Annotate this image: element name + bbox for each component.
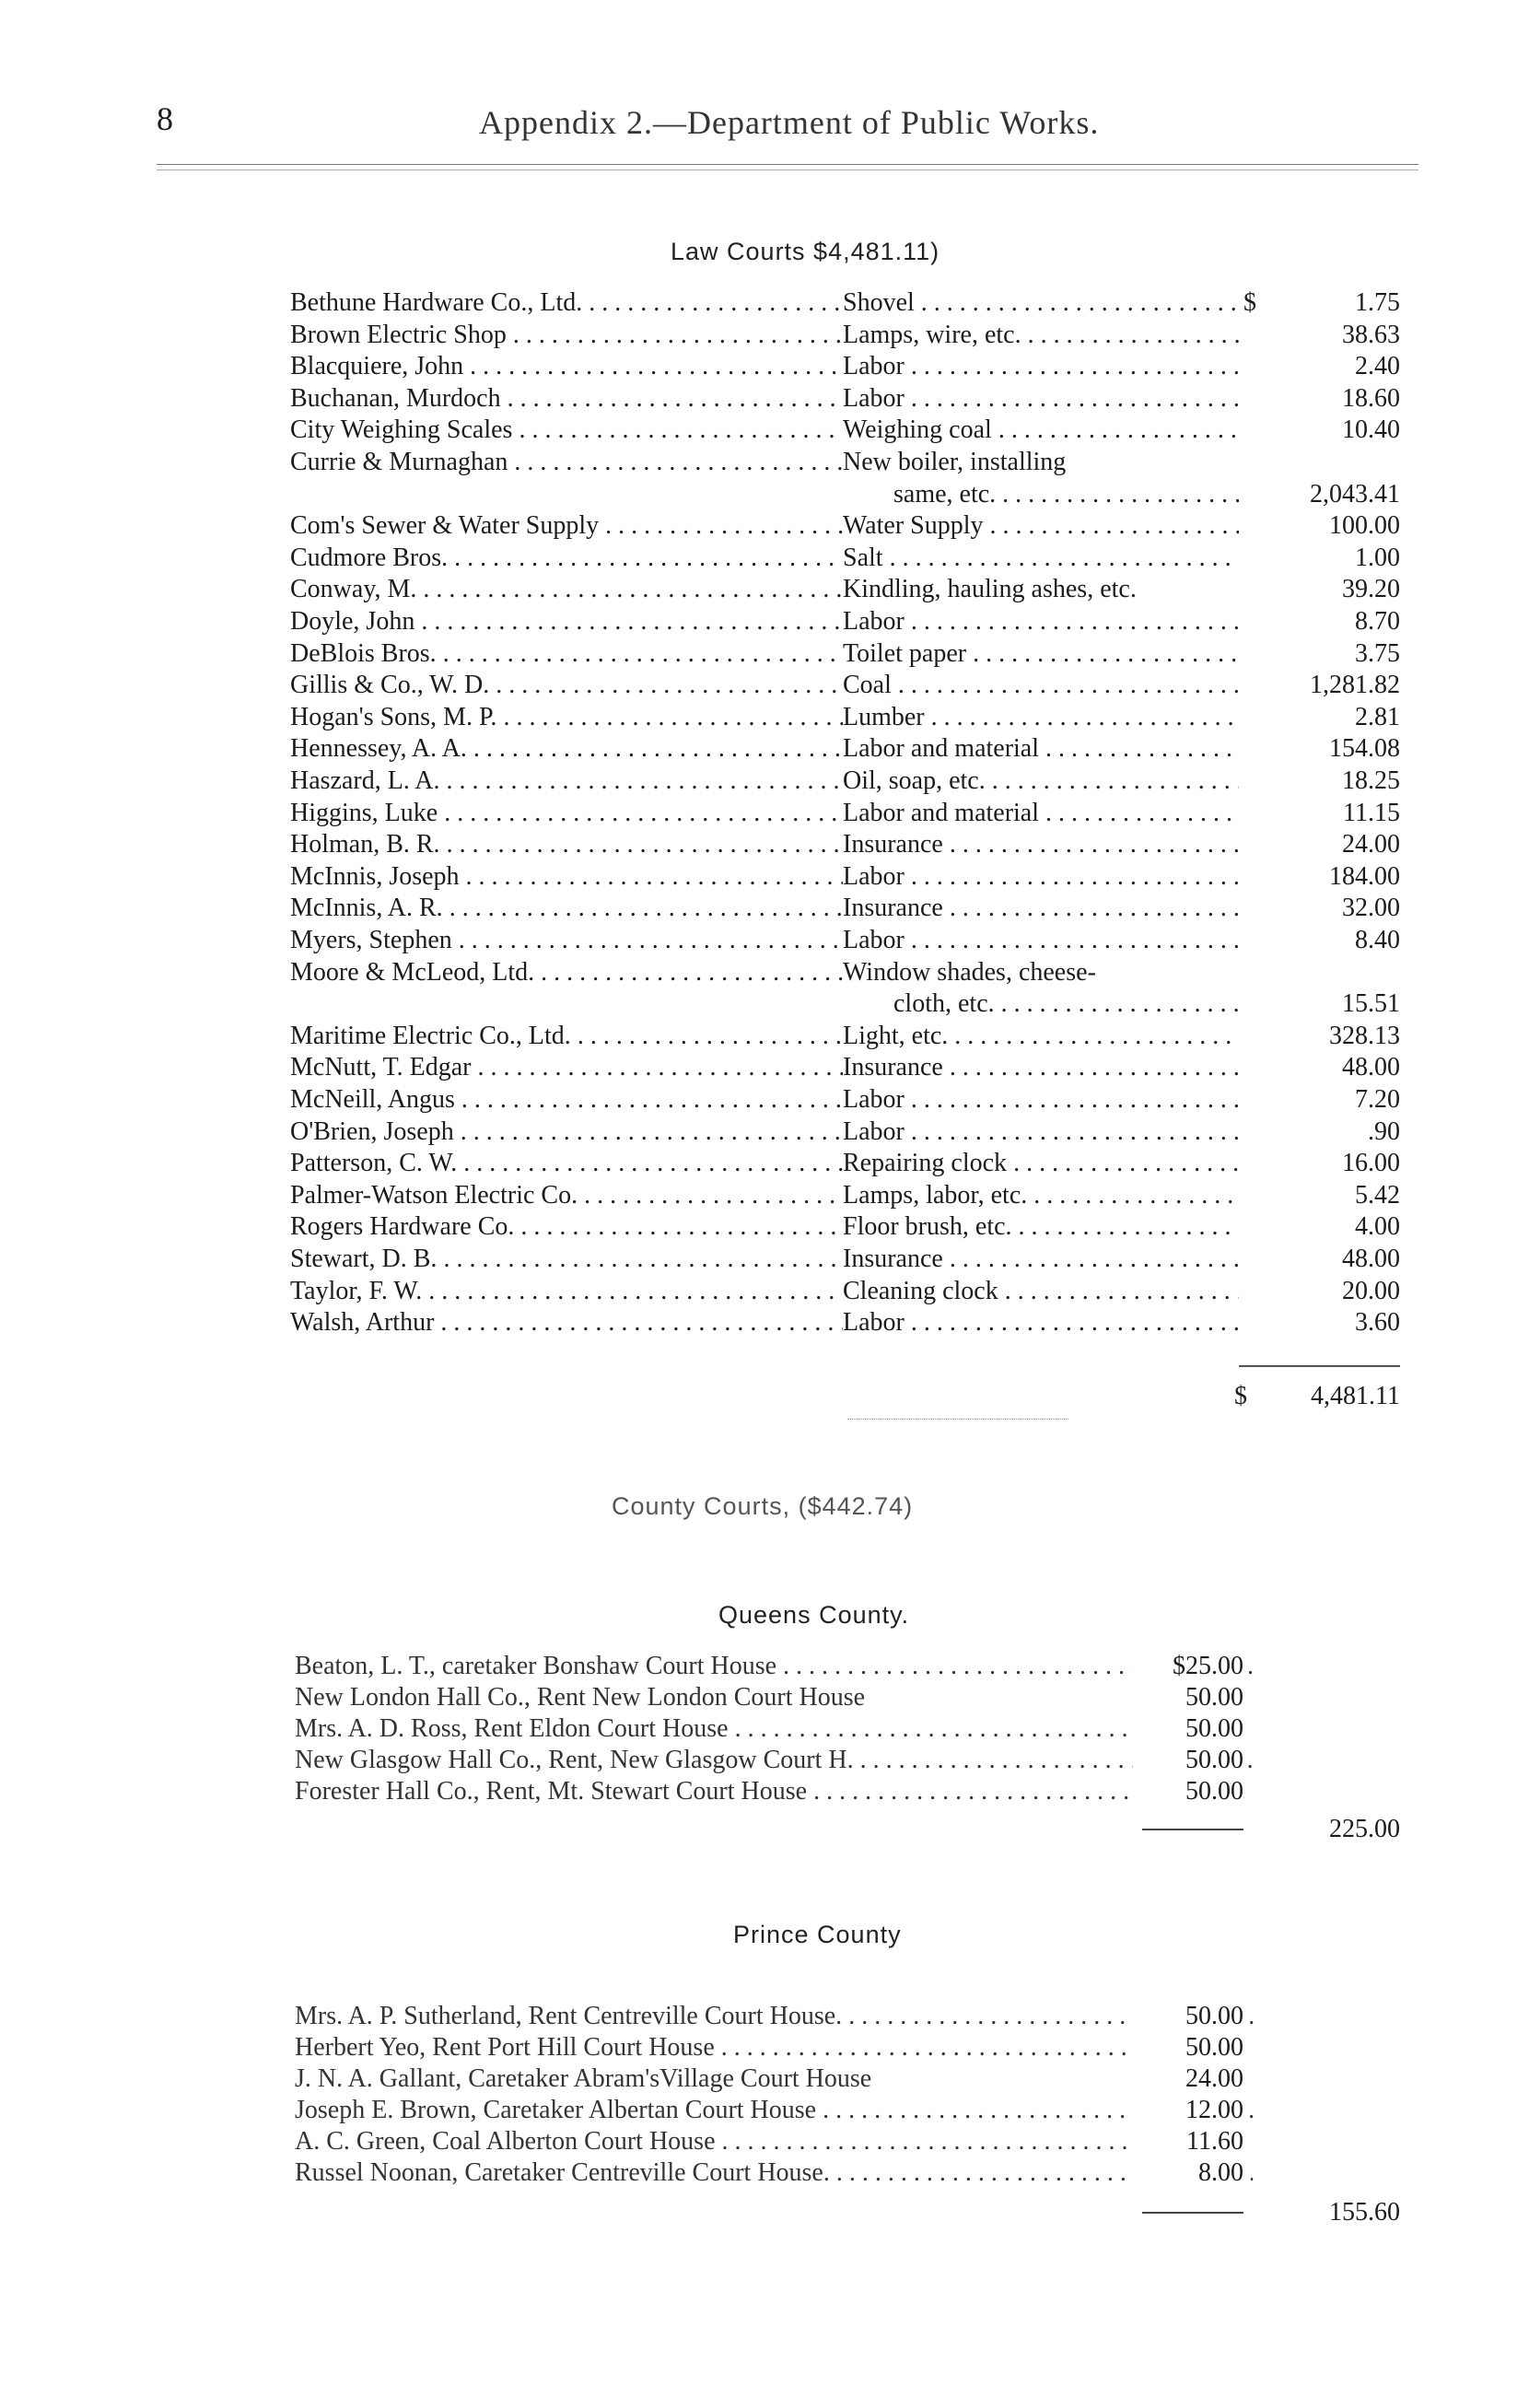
amount: 1.00 bbox=[1355, 543, 1400, 572]
court-house-entry: New Glasgow Hall Co., Rent, New Glasgow Court H. . . . bbox=[295, 1745, 1253, 1776]
amount: 328.13 bbox=[1329, 1021, 1400, 1050]
amount: 1,281.82 bbox=[1310, 671, 1400, 700]
court-house-entry: Beaton, L. T., caretaker Bonshaw Court House . . . bbox=[295, 1651, 1253, 1682]
amount: 8.70 bbox=[1355, 607, 1400, 636]
court-house-row bbox=[0, 2095, 1529, 2126]
amount: 12.00 bbox=[1133, 2095, 1243, 2126]
queens-county-title: Queens County. bbox=[718, 1601, 910, 1629]
ledger-row bbox=[0, 510, 1529, 542]
ledger-row bbox=[0, 415, 1529, 446]
ledger-row bbox=[0, 702, 1529, 733]
ledger-row bbox=[0, 383, 1529, 415]
item-description: Repairing clock . . . bbox=[843, 1148, 1239, 1179]
dollar-sign: $ bbox=[1243, 288, 1256, 317]
ledger-row bbox=[0, 925, 1529, 956]
item-description: Lumber . . . bbox=[843, 702, 1239, 733]
amount: 18.60 bbox=[1342, 383, 1400, 413]
item-description: Labor and material . . . bbox=[843, 733, 1239, 765]
amount: 11.15 bbox=[1343, 798, 1400, 827]
payee-name: Buchanan, Murdoch . . . bbox=[290, 383, 843, 415]
amount: .90 bbox=[1368, 1116, 1400, 1146]
court-house-row bbox=[0, 2032, 1529, 2063]
amount: 50.00 bbox=[1133, 1745, 1243, 1776]
item-description: Insurance . . . bbox=[843, 893, 1239, 924]
law-courts-total: 4,481.11 bbox=[1311, 1382, 1400, 1410]
item-description: Light, etc. . . . bbox=[843, 1021, 1239, 1052]
item-description: Cleaning clock . . . bbox=[843, 1276, 1239, 1307]
page-title: Appendix 2.—Department of Public Works. bbox=[479, 104, 1100, 141]
amount: 8.40 bbox=[1355, 926, 1400, 954]
ledger-row bbox=[0, 988, 1529, 1020]
amount: 32.00 bbox=[1342, 894, 1400, 923]
amount: 154.08 bbox=[1329, 734, 1400, 764]
payee-name: Haszard, L. A. . . . bbox=[290, 766, 843, 797]
amount: 20.00 bbox=[1342, 1276, 1400, 1305]
county-courts-title: County Courts, ($442.74) bbox=[612, 1492, 914, 1520]
payee-name: Myers, Stephen . . . bbox=[290, 925, 843, 956]
amount: 50.00 bbox=[1133, 2032, 1243, 2063]
amount: 24.00 bbox=[1133, 2063, 1243, 2095]
payee-name: McNutt, T. Edgar . . . bbox=[290, 1052, 843, 1083]
amount: 2.40 bbox=[1355, 352, 1400, 381]
ledger-row bbox=[0, 829, 1529, 860]
payee-name: DeBlois Bros. . . . bbox=[290, 638, 843, 670]
payee-name: Walsh, Arthur . . . bbox=[290, 1307, 843, 1338]
court-house-entry: J. N. A. Gallant, Caretaker Abram'sVillage Court House bbox=[295, 2064, 872, 2093]
ledger-row bbox=[0, 638, 1529, 670]
court-house-row bbox=[0, 2157, 1529, 2189]
court-house-row bbox=[0, 1682, 1529, 1713]
header-rule-secondary bbox=[157, 169, 1418, 170]
payee-name: O'Brien, Joseph . . . bbox=[290, 1116, 843, 1148]
payee-name: Cudmore Bros. . . . bbox=[290, 543, 843, 574]
payee-name: Maritime Electric Co., Ltd. . . . bbox=[290, 1021, 843, 1052]
item-description: Window shades, cheese- bbox=[843, 957, 1096, 987]
amount: 3.60 bbox=[1355, 1308, 1400, 1338]
court-house-entry: Mrs. A. D. Ross, Rent Eldon Court House . . . bbox=[295, 1713, 1253, 1745]
amount: 50.00 bbox=[1133, 1776, 1243, 1807]
amount: 4.00 bbox=[1355, 1212, 1400, 1242]
ledger-row bbox=[0, 287, 1529, 319]
item-description: New boiler, installing bbox=[843, 448, 1067, 476]
ledger-row bbox=[0, 766, 1529, 797]
amount: 100.00 bbox=[1329, 511, 1400, 541]
payee-name: Gillis & Co., W. D. . . . bbox=[290, 670, 843, 701]
header-rule bbox=[157, 164, 1418, 165]
amount: 8.00 bbox=[1133, 2157, 1243, 2189]
court-house-entry: Mrs. A. P. Sutherland, Rent Centreville Court House. . . . bbox=[295, 2001, 1253, 2032]
payee-name: Hennessey, A. A. . . . bbox=[290, 733, 843, 765]
amount: 39.20 bbox=[1342, 575, 1400, 604]
amount: 48.00 bbox=[1342, 1053, 1400, 1082]
ledger-row bbox=[0, 447, 1529, 478]
ledger-row bbox=[0, 957, 1529, 988]
ledger-row bbox=[0, 351, 1529, 382]
item-description: Coal . . . bbox=[843, 670, 1239, 701]
item-description: Labor . . . bbox=[843, 383, 1239, 415]
payee-name: McNeill, Angus . . . bbox=[290, 1084, 843, 1116]
law-courts-total-rule bbox=[1239, 1365, 1400, 1367]
amount: 11.60 bbox=[1133, 2126, 1243, 2157]
law-courts-total-dollar: $ bbox=[1234, 1382, 1247, 1410]
payee-name: Bethune Hardware Co., Ltd. . . . bbox=[290, 287, 843, 319]
court-house-entry: New London Hall Co., Rent New London Court House bbox=[295, 1683, 866, 1712]
item-description: Insurance . . . bbox=[843, 829, 1239, 860]
ledger-row bbox=[0, 1276, 1529, 1307]
item-description: Labor . . . bbox=[843, 1084, 1239, 1116]
ledger-row bbox=[0, 1021, 1529, 1052]
ledger-row bbox=[0, 733, 1529, 765]
amount: 50.00 bbox=[1133, 1713, 1243, 1745]
court-house-row bbox=[0, 1651, 1529, 1682]
ledger-row bbox=[0, 479, 1529, 510]
amount: 3.75 bbox=[1355, 638, 1400, 668]
payee-name: Taylor, F. W. . . . bbox=[290, 1276, 843, 1307]
payee-name: Moore & McLeod, Ltd. . . . bbox=[290, 957, 843, 988]
payee-name: Conway, M. . . . bbox=[290, 574, 843, 605]
ledger-row bbox=[0, 1052, 1529, 1083]
prince-county-title: Prince County bbox=[733, 1921, 902, 1948]
court-house-entry: Russel Noonan, Caretaker Centreville Court House. . . . bbox=[295, 2157, 1253, 2189]
item-description: Insurance . . . bbox=[843, 1052, 1239, 1083]
amount: 38.63 bbox=[1342, 320, 1400, 349]
item-description: Labor . . . bbox=[843, 1116, 1239, 1148]
amount: 48.00 bbox=[1342, 1245, 1400, 1273]
amount: 24.00 bbox=[1342, 830, 1400, 859]
ledger-row bbox=[0, 798, 1529, 829]
amount: $25.00 bbox=[1133, 1651, 1243, 1682]
item-description: Kindling, hauling ashes, etc. bbox=[843, 575, 1137, 604]
prince-total-dash bbox=[1142, 2212, 1243, 2214]
item-description: Salt . . . bbox=[843, 543, 1239, 574]
court-house-row bbox=[0, 2001, 1529, 2032]
court-house-entry: A. C. Green, Coal Alberton Court House . . . bbox=[295, 2126, 1253, 2157]
queens-total-dash bbox=[1142, 1829, 1243, 1830]
court-house-entry: Forester Hall Co., Rent, Mt. Stewart Court House . . . bbox=[295, 1776, 1253, 1807]
payee-name: Palmer-Watson Electric Co. . . . bbox=[290, 1180, 843, 1211]
ledger-row bbox=[0, 1084, 1529, 1116]
amount: 18.25 bbox=[1342, 766, 1400, 795]
court-house-row bbox=[0, 2063, 1529, 2095]
item-description: Floor brush, etc. . . . bbox=[843, 1211, 1239, 1243]
ledger-row bbox=[0, 1180, 1529, 1211]
item-description: Lamps, wire, etc. . . . bbox=[843, 320, 1239, 351]
print-smudge bbox=[847, 1419, 1068, 1420]
ledger-row bbox=[0, 606, 1529, 637]
ledger-row bbox=[0, 670, 1529, 701]
amount: 1.75 bbox=[1355, 288, 1400, 317]
item-description: Insurance . . . bbox=[843, 1244, 1239, 1275]
item-description: Labor . . . bbox=[843, 861, 1239, 893]
item-description: cloth, etc. . . . bbox=[893, 988, 1239, 1020]
court-house-entry: Herbert Yeo, Rent Port Hill Court House . . . bbox=[295, 2032, 1253, 2063]
payee-name: Higgins, Luke . . . bbox=[290, 798, 843, 829]
court-house-row bbox=[0, 1713, 1529, 1745]
item-description: Labor . . . bbox=[843, 925, 1239, 956]
ledger-row bbox=[0, 320, 1529, 351]
item-description: Weighing coal . . . bbox=[843, 415, 1239, 446]
item-description: Labor . . . bbox=[843, 1307, 1239, 1338]
law-courts-title: Law Courts $4,481.11) bbox=[671, 238, 940, 265]
amount: 184.00 bbox=[1329, 861, 1400, 891]
amount: 2,043.41 bbox=[1310, 479, 1400, 508]
payee-name: Brown Electric Shop . . . bbox=[290, 320, 843, 351]
amount: 2.81 bbox=[1355, 702, 1400, 731]
item-description: Oil, soap, etc. . . . bbox=[843, 766, 1239, 797]
ledger-row bbox=[0, 1244, 1529, 1275]
item-description: Labor . . . bbox=[843, 351, 1239, 382]
ledger-row bbox=[0, 574, 1529, 605]
item-description: Water Supply . . . bbox=[843, 510, 1239, 542]
running-header bbox=[157, 99, 1418, 155]
item-description: Labor . . . bbox=[843, 606, 1239, 637]
payee-name: Rogers Hardware Co. . . . bbox=[290, 1211, 843, 1243]
queens-county-total: 225.00 bbox=[1329, 1815, 1400, 1843]
page-number: 8 bbox=[157, 100, 173, 137]
court-house-row bbox=[0, 1776, 1529, 1807]
amount: 16.00 bbox=[1342, 1149, 1400, 1178]
payee-name: Com's Sewer & Water Supply . . . bbox=[290, 510, 843, 542]
item-description: Toilet paper . . . bbox=[843, 638, 1239, 670]
court-house-entry: Joseph E. Brown, Caretaker Albertan Court House . . . bbox=[295, 2095, 1253, 2126]
ledger-row bbox=[0, 543, 1529, 574]
prince-county-total: 155.60 bbox=[1329, 2198, 1400, 2227]
court-house-row bbox=[0, 1745, 1529, 1776]
payee-name: Hogan's Sons, M. P. . . . bbox=[290, 702, 843, 733]
ledger-row bbox=[0, 861, 1529, 893]
ledger-row bbox=[0, 893, 1529, 924]
item-description: Labor and material . . . bbox=[843, 798, 1239, 829]
ledger-row bbox=[0, 1211, 1529, 1243]
ledger-row bbox=[0, 1116, 1529, 1148]
payee-name: Doyle, John . . . bbox=[290, 606, 843, 637]
payee-name: Holman, B. R. . . . bbox=[290, 829, 843, 860]
item-description: same, etc. . . . bbox=[893, 479, 1239, 510]
item-description: Shovel . . . bbox=[843, 287, 1239, 319]
amount: 5.42 bbox=[1355, 1180, 1400, 1210]
payee-name: McInnis, Joseph . . . bbox=[290, 861, 843, 893]
amount: 15.51 bbox=[1342, 989, 1400, 1019]
payee-name: McInnis, A. R. . . . bbox=[290, 893, 843, 924]
payee-name: Currie & Murnaghan . . . bbox=[290, 447, 843, 478]
amount: 10.40 bbox=[1342, 415, 1400, 445]
amount: 50.00 bbox=[1133, 1682, 1243, 1713]
payee-name: Stewart, D. B. . . . bbox=[290, 1244, 843, 1275]
court-house-row bbox=[0, 2126, 1529, 2157]
item-description: Lamps, labor, etc. . . . bbox=[843, 1180, 1239, 1211]
amount: 50.00 bbox=[1133, 2001, 1243, 2032]
payee-name: City Weighing Scales . . . bbox=[290, 415, 843, 446]
payee-name: Patterson, C. W. . . . bbox=[290, 1148, 843, 1179]
ledger-row bbox=[0, 1307, 1529, 1338]
payee-name: Blacquiere, John . . . bbox=[290, 351, 843, 382]
ledger-row bbox=[0, 1148, 1529, 1179]
amount: 7.20 bbox=[1355, 1085, 1400, 1114]
